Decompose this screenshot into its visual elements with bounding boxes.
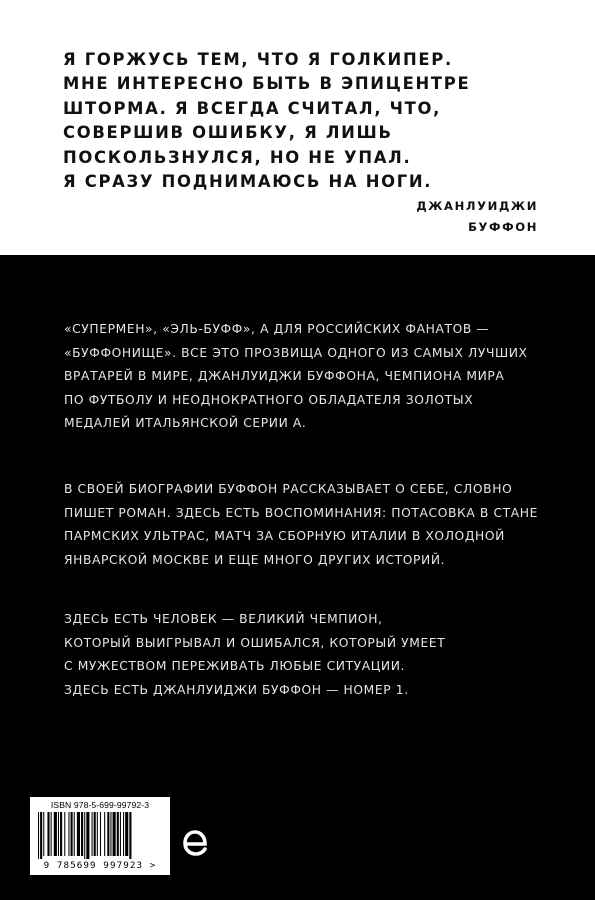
paragraph-line: ВРАТАРЕЙ В МИРЕ, ДЖАНЛУИДЖИ БУФФОНА, ЧЕМПИОНА МИРА [64,369,505,384]
epigraph-quote [63,48,543,194]
barcode-bar [51,812,52,856]
barcode-bar [84,812,85,859]
quote-line: ШТОРМА. Я ВСЕГДА СЧИТАЛ, ЧТО, [63,98,442,118]
paragraph-line: ПАРМСКИХ УЛЬТРАС, МАТЧ ЗА СБОРНУЮ ИТАЛИИ В ХОЛОДНОЙ [64,529,505,544]
ean-digits: 9 785699 997923 > [43,860,157,871]
description-paragraph-2 [64,478,544,572]
eksmo-e-logo-icon [181,826,211,860]
quote-line: СОВЕРШИВ ОШИБКУ, Я ЛИШЬ [63,123,393,143]
paragraph-line: КОТОРЫЙ ВЫИГРЫВАЛ И ОШИБАЛСЯ, КОТОРЫЙ УМЕЕТ [64,635,446,650]
quote-line: ПОСКОЛЬЗНУЛСЯ, НО НЕ УПАЛ. [63,147,412,167]
barcode-bar [71,812,73,856]
paragraph-line: ПИШЕТ РОМАН. ЗДЕСЬ ЕСТЬ ВОСПОМИНАНИЯ: ПОТАСОВКА В СТАНЕ [64,505,538,520]
description-paragraph-3 [64,608,544,702]
barcode-bar [54,812,57,856]
barcode-bar [38,812,39,859]
barcode-bar [110,812,111,856]
barcode-bar [81,812,83,856]
barcode-bar [68,812,69,856]
barcode-bar [94,812,96,856]
quote-line: Я СРАЗУ ПОДНИМАЮСЬ НА НОГИ. [63,172,433,192]
isbn-barcode-block [30,797,170,875]
quote-line: Я ГОРЖУСЬ ТЕМ, ЧТО Я ГОЛКИПЕР. [63,50,453,69]
barcode-bar [104,812,105,856]
barcode-bar [58,812,59,856]
barcode-bar [86,812,89,859]
barcode-icon [38,812,162,859]
barcode-bar [129,812,131,859]
paragraph-line: ЯНВАРСКОЙ МОСКВЕ И ЕЩЕ МНОГО ДРУГИХ ИСТОРИЙ. [64,552,446,567]
barcode-bar [74,812,75,856]
barcode-bar [97,812,98,856]
quote-line: МНЕ ИНТЕРЕСНО БЫТЬ В ЭПИЦЕНТРЕ [63,74,471,94]
barcode-bar [77,812,80,856]
barcode-bar [107,812,109,856]
barcode-bar [92,812,93,856]
paragraph-line: «БУФФОНИЩЕ». ВСЕ ЭТО ПРОЗВИЩА ОДНОГО ИЗ САМЫХ ЛУЧШИХ [64,345,528,360]
paragraph-line: ПО ФУТБОЛУ И НЕОДНОКРАТНОГО ОБЛАДАТЕЛЯ ЗОЛОТЫХ [64,392,474,407]
barcode-bar [125,812,128,856]
paragraph-line: С МУЖЕСТВОМ ПЕРЕЖИВАТЬ ЛЮБЫЕ СИТУАЦИИ. [64,659,406,674]
author-last-name: БУФФОН [468,220,538,234]
paragraph-line: ЗДЕСЬ ЕСТЬ ДЖАНЛУИДЖИ БУФФОН — НОМЕР 1. [64,682,409,697]
isbn-number: ISBN 978-5-699-99792-3 [50,800,150,810]
barcode-bar [40,812,42,859]
description-paragraph-1 [64,318,544,436]
paragraph-line: МЕДАЛЕЙ ИТАЛЬЯНСКОЙ СЕРИИ А. [64,416,307,431]
paragraph-line: ЗДЕСЬ ЕСТЬ ЧЕЛОВЕК — ВЕЛИКИЙ ЧЕМПИОН, [64,612,383,626]
barcode-bar [117,812,119,856]
paragraph-line: «СУПЕРМЕН», «ЭЛЬ-БУФФ», А ДЛЯ РОССИЙСКИХ ФАНАТОВ — [64,322,490,336]
barcode-bar [100,812,101,856]
barcode-bar [47,812,49,856]
barcode-bar [123,812,124,856]
barcode-bar [120,812,121,856]
barcode-bar [113,812,116,856]
barcode-bar [64,812,65,856]
author-first-name: ДЖАНЛУИДЖИ [416,199,538,213]
quote-panel [0,0,595,255]
paragraph-line: В СВОЕЙ БИОГРАФИИ БУФФОН РАССКАЗЫВАЕТ О СЕБЕ, СЛОВНО [64,482,513,496]
quote-author [416,196,538,238]
barcode-bar [60,812,62,856]
barcode-bar [43,812,44,856]
